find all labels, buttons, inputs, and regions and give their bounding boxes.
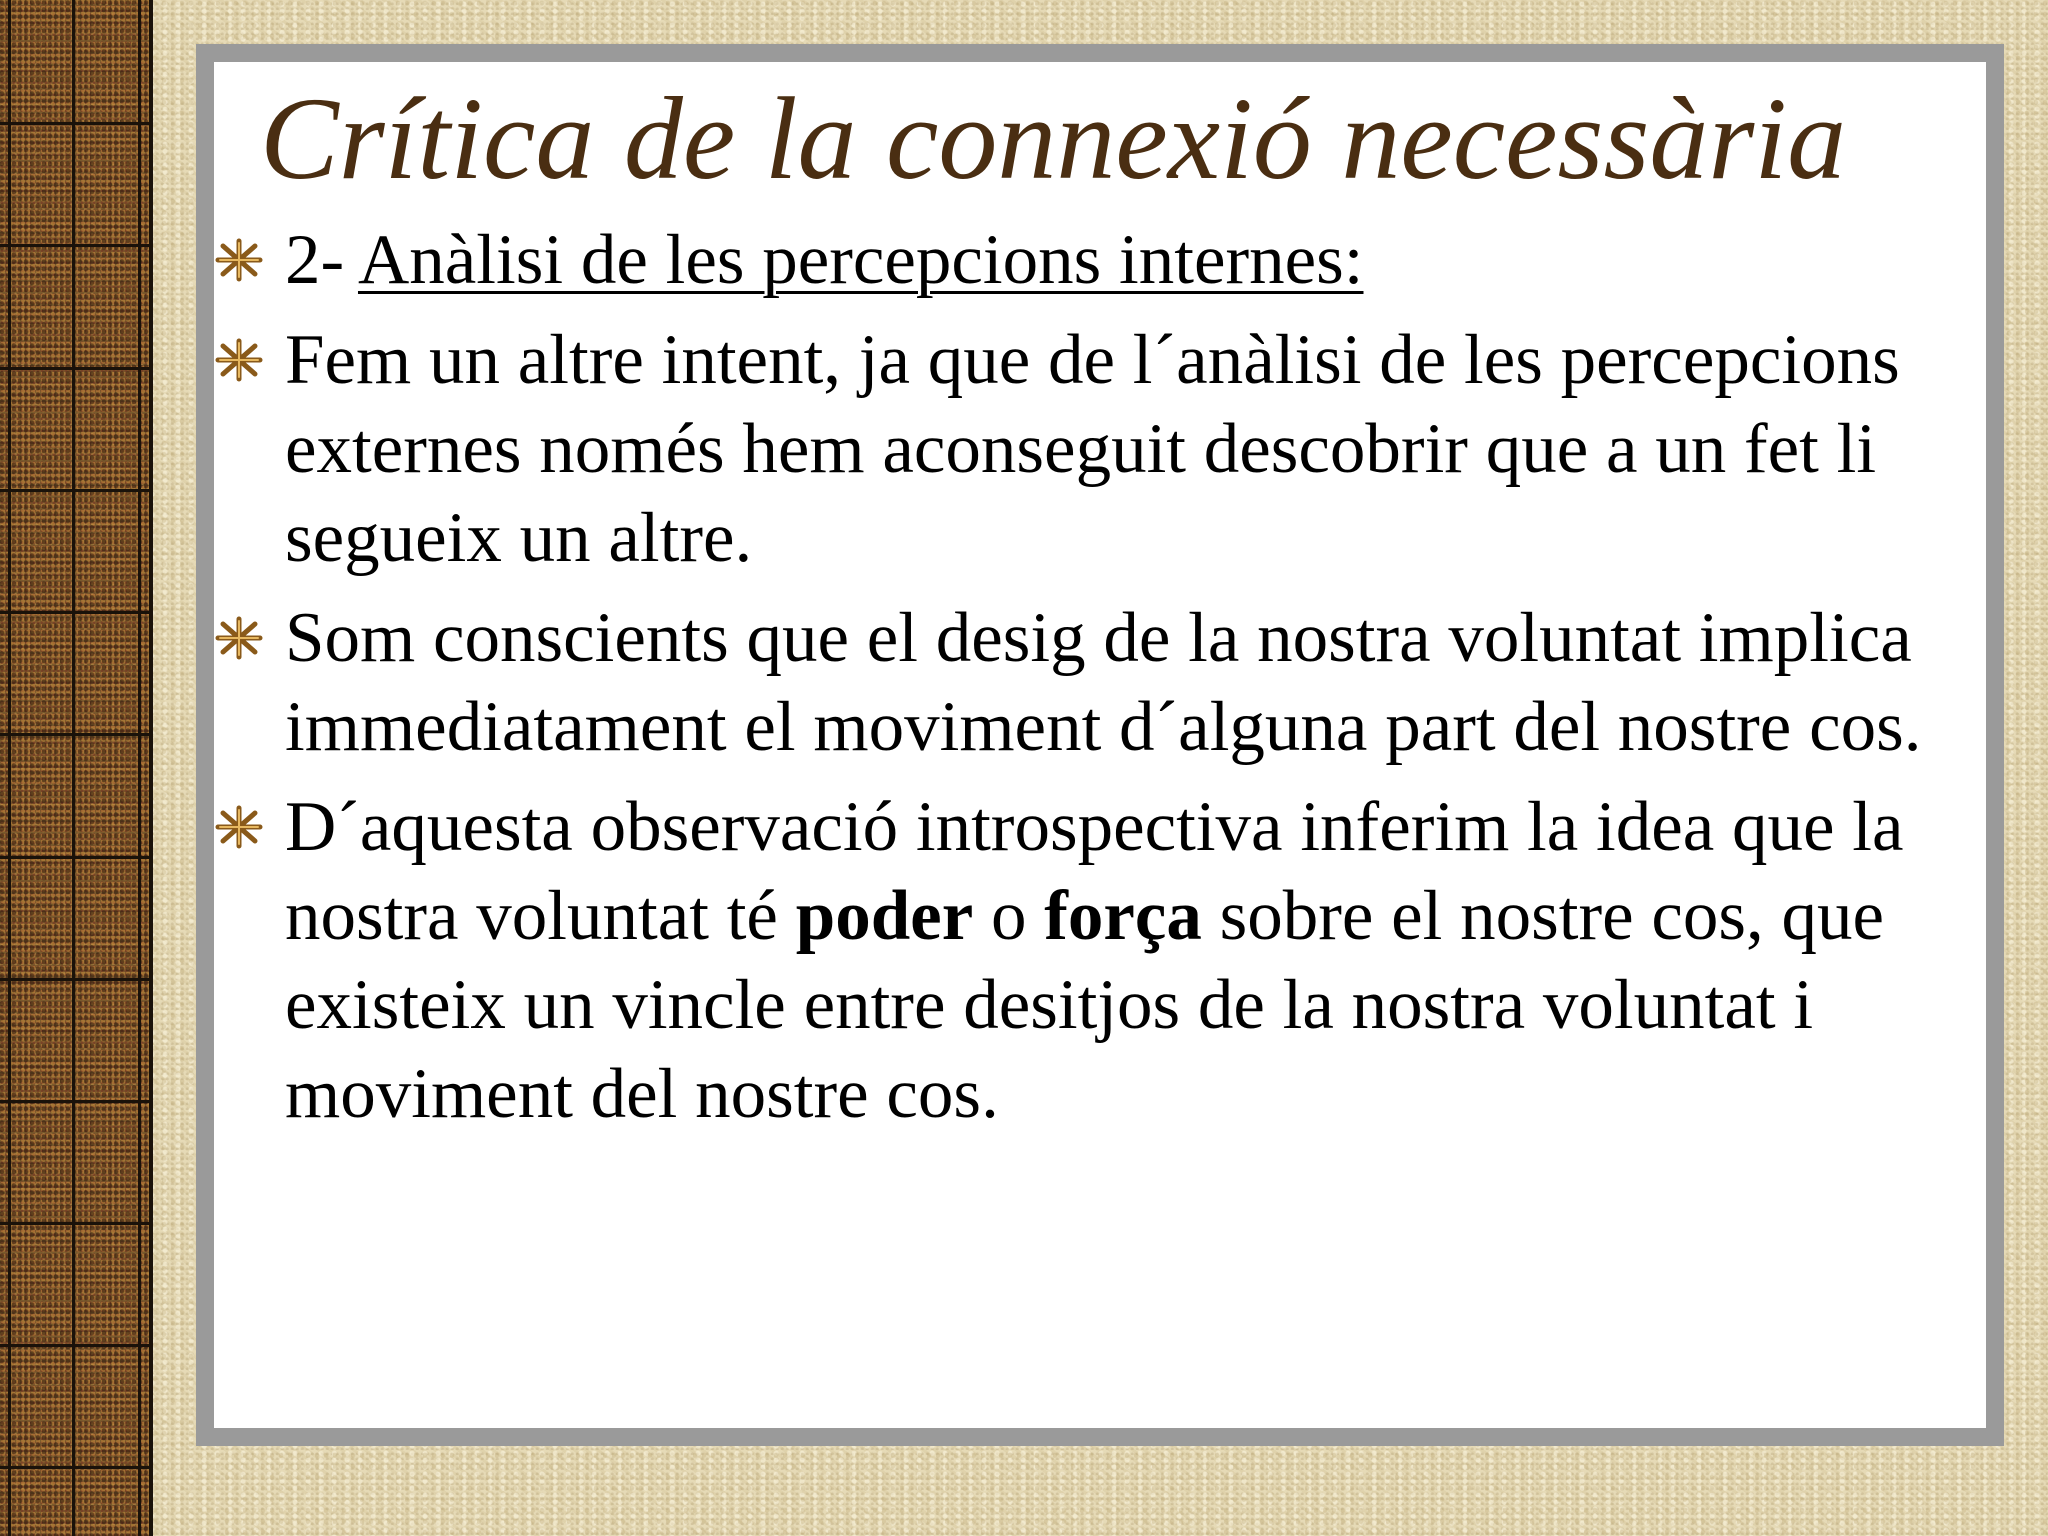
bullet-item (210, 216, 1990, 305)
border-vertical-line (138, 0, 141, 1536)
border-horizontal-line (0, 1100, 150, 1103)
decorative-border-strip (0, 0, 153, 1536)
border-horizontal-line (0, 856, 150, 859)
border-horizontal-line (0, 122, 150, 125)
bullet-list (210, 216, 1990, 1150)
border-horizontal-line (0, 244, 150, 247)
border-vertical-line (72, 0, 75, 1536)
bullet-text: D´aquesta observació introspectiva inferim la idea que la nostra voluntat té (285, 788, 1904, 955)
bullet-text: sobre el nostre cos, que existeix un vincle entre desitjos de la nostra voluntat i moviment del nostre cos. (285, 877, 1885, 1133)
star-bullet-icon (214, 616, 264, 660)
border-horizontal-line (0, 611, 150, 614)
border-horizontal-line (0, 1344, 150, 1347)
star-bullet-icon (214, 338, 264, 382)
emphasis-poder: poder (795, 877, 974, 955)
bullet-text: o (973, 877, 1045, 955)
border-horizontal-line (0, 489, 150, 492)
bullet-item (210, 316, 1990, 583)
star-bullet-icon (214, 805, 264, 849)
border-vertical-line (8, 0, 11, 1536)
border-horizontal-line (0, 978, 150, 981)
bullet-text: Som conscients que el desig de la nostra voluntat implica immediatament el moviment d´alguna part del nostre cos. (285, 599, 1922, 766)
border-horizontal-line (0, 1466, 150, 1469)
border-horizontal-line (0, 1222, 150, 1225)
bullet-prefix: 2- (285, 221, 358, 299)
border-horizontal-line (0, 733, 150, 736)
bullet-item (210, 594, 1990, 772)
bullet-item (210, 783, 1990, 1139)
section-heading: Anàlisi de les percepcions internes: (357, 221, 1364, 299)
border-horizontal-line (0, 367, 150, 370)
emphasis-forca: força (1044, 877, 1202, 955)
star-bullet-icon (214, 238, 264, 282)
bullet-text: Fem un altre intent, ja que de l´anàlisi de les percepcions externes només hem aconseguit descobrir que a un fet li segueix un altre. (285, 321, 1900, 577)
slide-title: Crítica de la connexió necessària (260, 73, 1847, 204)
